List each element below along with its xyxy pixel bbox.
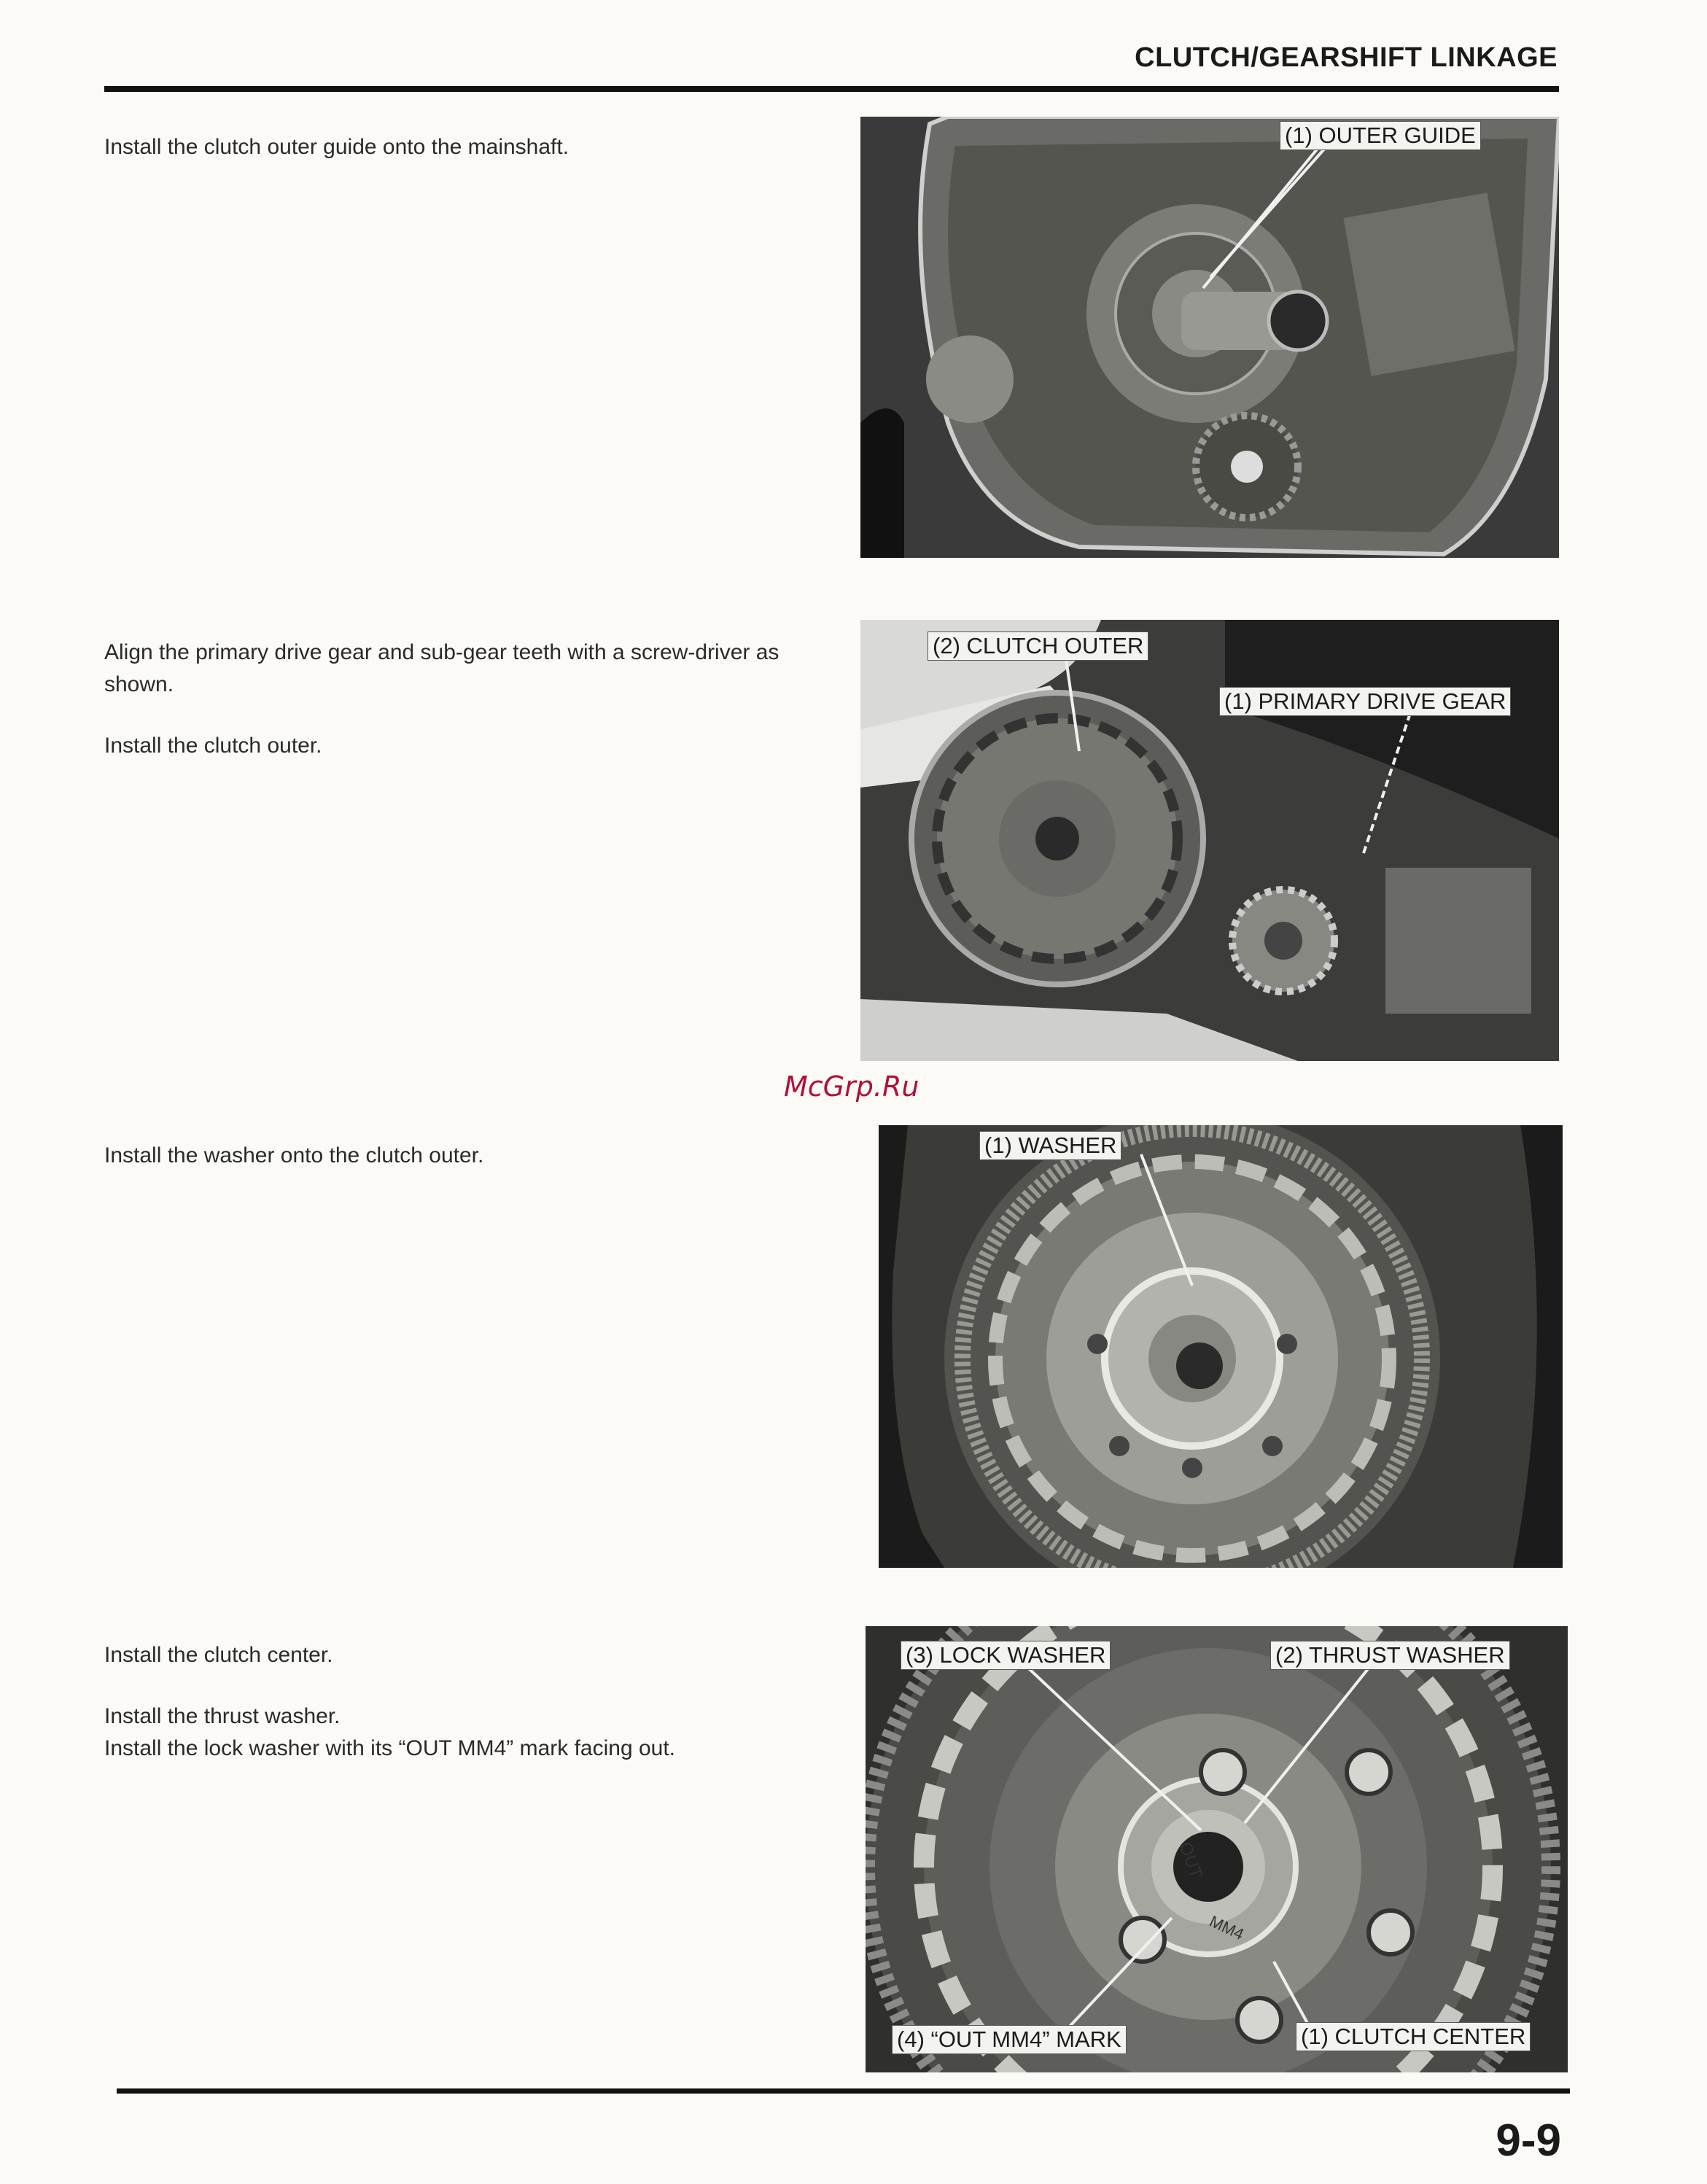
step-4-text-2: Install the thrust washer. bbox=[104, 1704, 341, 1728]
callout-primary-drive-gear: (1) PRIMARY DRIVE GEAR bbox=[1219, 687, 1511, 716]
section-title: CLUTCH/GEARSHIFT LINKAGE bbox=[1135, 42, 1558, 73]
photo-clutch-outer bbox=[860, 620, 1559, 1061]
photo-clutch-center bbox=[866, 1626, 1568, 2072]
clutch-center-illustration bbox=[866, 1626, 1568, 2072]
step-3-text: Install the washer onto the clutch outer. bbox=[104, 1143, 484, 1167]
photo-washer bbox=[879, 1125, 1563, 1568]
footer-rule bbox=[117, 2088, 1570, 2094]
clutch-outer-illustration bbox=[860, 620, 1559, 1061]
mm4-mark-text: MM4 bbox=[1206, 1911, 1247, 1944]
callout-thrust-washer: (2) THRUST WASHER bbox=[1270, 1641, 1510, 1670]
step-2-text-1: Align the primary drive gear and sub-gear teeth with a screw-driver as shown. bbox=[104, 640, 779, 696]
callout-washer: (1) WASHER bbox=[979, 1131, 1121, 1160]
step-4-text-1: Install the clutch center. bbox=[104, 1643, 333, 1667]
callout-clutch-outer: (2) CLUTCH OUTER bbox=[928, 632, 1148, 661]
outer-guide-illustration bbox=[860, 117, 1559, 558]
callout-outer-guide: (1) OUTER GUIDE bbox=[1280, 121, 1481, 150]
callout-lock-washer: (3) LOCK WASHER bbox=[901, 1641, 1111, 1670]
watermark: McGrp.Ru bbox=[784, 1070, 919, 1103]
photo-outer-guide bbox=[860, 117, 1559, 558]
step-4-instructions bbox=[104, 1639, 848, 1765]
callout-out-mm4-mark: (4) “OUT MM4” MARK bbox=[892, 2025, 1127, 2054]
step-1-instructions bbox=[104, 131, 848, 193]
washer-illustration bbox=[879, 1125, 1563, 1568]
header-rule bbox=[104, 86, 1559, 92]
step-4-text-3: Install the lock washer with its “OUT MM4” mark facing out. bbox=[104, 1736, 676, 1760]
page-number: 9-9 bbox=[1496, 2115, 1561, 2166]
step-2-instructions bbox=[104, 637, 841, 791]
out-mark-text: OUT bbox=[1175, 1839, 1207, 1881]
callout-clutch-center: (1) CLUTCH CENTER bbox=[1296, 2022, 1531, 2051]
step-2-text-2: Install the clutch outer. bbox=[104, 734, 322, 758]
step-1-text: Install the clutch outer guide onto the mainshaft. bbox=[104, 135, 569, 159]
step-3-instructions bbox=[104, 1140, 848, 1201]
